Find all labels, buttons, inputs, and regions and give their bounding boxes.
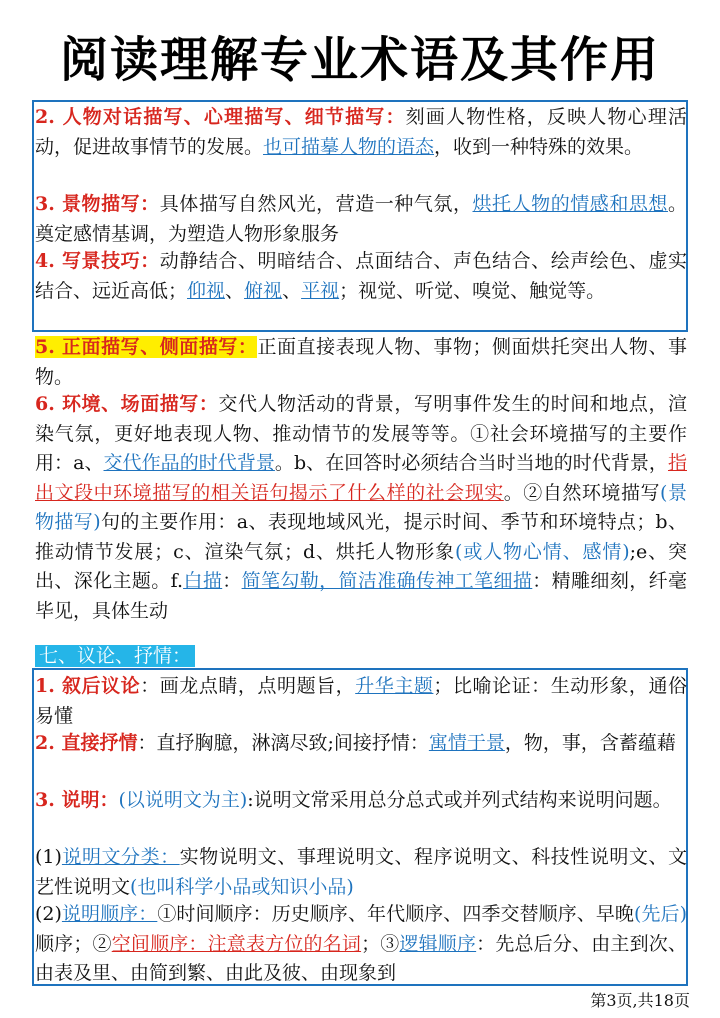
paragraph-2-text-end: ，收到一种特殊的效果。 (434, 135, 644, 158)
paragraph-6-text-7: ：精雕细刻，纤毫毕见，具体生动 (35, 570, 687, 622)
paragraph-q5-underline-2: 逻辑顺序 (399, 932, 477, 955)
paragraph-q4-blue: (也叫科学小品或知识小品) (130, 875, 354, 898)
paragraph-q5-prefix: (2) (35, 903, 62, 925)
section-7-heading-row (35, 642, 687, 672)
paragraph-q4-text: 实物说明文、事理说明文、程序说明文、科技性说明文、文艺性说明文 (35, 846, 687, 898)
paragraph-q2-underline: 寓情于景 (428, 732, 505, 754)
paragraph-4-sep-1: 、 (225, 279, 245, 302)
paragraph-3 (35, 190, 687, 249)
paragraph-4-underline-3: 平视 (301, 279, 340, 302)
paragraph-5-heading: 5. 正面描写、侧面描写： (35, 336, 258, 358)
paragraph-2-heading: 2. 人物对话描写、心理描写、细节描写： (35, 106, 406, 128)
paragraph-q5-text-2: 顺序；② (35, 932, 112, 955)
paragraph-4-underline-1: 仰视 (187, 279, 226, 302)
paragraph-5-text: 正面直接表现人物、事物；侧面烘托突出人物、事物。 (35, 336, 687, 388)
paragraph-4-underline-2: 俯视 (244, 279, 283, 302)
paragraph-q3 (35, 786, 687, 816)
paragraph-q1 (35, 672, 687, 731)
paragraph-2-text: 刻画人物性格，反映人物心理活动，促进故事情节的发展。 (35, 106, 687, 158)
paragraph-3-text-end: 。奠定感情基调，为塑造人物形象服务 (35, 193, 687, 245)
paragraph-q4-prefix: (1) (35, 846, 62, 868)
paragraph-6-red-underline: 指出文段中环境描写的相关语句揭示了什么样的社会现实 (35, 452, 687, 504)
paragraph-q2 (35, 729, 687, 759)
paragraph-q3-text: :说明文常采用总分总式或并列式结构来说明问题。 (247, 789, 672, 811)
paragraph-4-text-end: ；视觉、听觉、嗅觉、触觉等。 (339, 279, 606, 302)
paragraph-q5-underline-1: 说明顺序： (61, 903, 158, 925)
paragraph-q1-text-end: ；比喻论证：生动形象，通俗易懂 (35, 675, 687, 727)
paragraph-q1-underline: 升华主题 (355, 675, 434, 697)
paragraph-6-text-3: 。②自然环境描写 (503, 481, 661, 504)
paragraph-2 (35, 103, 687, 162)
paragraph-6-underline-2: 白描 (183, 570, 223, 592)
paragraph-4-heading: 4. 写景技巧： (35, 250, 160, 272)
paragraph-4-sep-2: 、 (282, 279, 302, 302)
paragraph-q5-text-4: ：先总后分、由主到次、由表及里、由简到繁、由此及彼、由现象到 (35, 932, 687, 984)
paragraph-q4 (35, 843, 687, 902)
paragraph-q1-text: ：画龙点睛，点明题旨， (140, 675, 356, 697)
paragraph-q2-heading: 2. 直接抒情 (35, 732, 138, 754)
paragraph-6-text-5: ;e、突出、深化主题。f. (35, 540, 688, 592)
paragraph-6-blue-2: (或人物心情、感情) (455, 540, 630, 563)
paragraph-q5-red-underline: 空间顺序：注意表方位的名词 (111, 932, 362, 955)
page-number: 第3页,共18页 (590, 991, 690, 1010)
paragraph-4-text: 动静结合、明暗结合、点面结合、声色结合、绘声绘色、虚实结合、远近高低； (35, 250, 687, 302)
paragraph-5 (35, 333, 687, 392)
paragraph-6-underline-3: 简笔勾勒，简洁准确传神工笔细描 (241, 570, 533, 592)
paragraph-6-text-4: 句的主要作用：a、表现地域风光，提示时间、季节和环境特点；b、推动情节发展；c、渲染气氛；d、烘托人物形象 (35, 511, 687, 563)
paragraph-q4-underline: 说明文分类： (61, 846, 180, 868)
paragraph-3-underline: 烘托人物的情感和思想 (472, 193, 668, 215)
paragraph-q5 (35, 900, 687, 989)
paragraph-2-underline: 也可描摹人物的语态 (263, 135, 435, 158)
paragraph-6-underline-1: 交代作品的时代背景 (103, 452, 275, 474)
paragraph-6-text-6: ： (222, 570, 242, 592)
paragraph-q2-text-end: ，物，事，含蓄蕴藉 (504, 732, 676, 754)
paragraph-6-text-2: 。b、在回答时必须结合当时当地的时代背景， (274, 452, 668, 474)
paragraph-q5-text-3: ；③ (361, 932, 400, 955)
paragraph-6-blue-1: (景物描写) (35, 481, 687, 533)
paragraph-q3-heading: 3. 说明： (35, 789, 119, 811)
paragraph-3-heading: 3. 景物描写： (35, 193, 160, 215)
paragraph-q1-heading: 1. 叙后议论 (35, 675, 141, 697)
paragraph-6-text-1: 交代人物活动的背景，写明事件发生的时间和地点，渲染气氛，更好地表现人物、推动情节的发展等等。①社会环境描写的主要作用：a、 (35, 393, 687, 474)
paragraph-q2-text: ：直抒胸臆，淋漓尽致;间接抒情： (137, 732, 429, 754)
paragraph-4 (35, 247, 687, 306)
page-title: 阅读理解专业术语及其作用 (59, 32, 660, 88)
section-7-heading: 七、议论、抒情： (35, 645, 195, 667)
paragraph-q5-blue: (先后) (633, 903, 687, 925)
paragraph-q5-text-1: ①时间顺序：历史顺序、年代顺序、四季交替顺序、早晚 (157, 903, 634, 925)
paragraph-q3-blue: (以说明文为主) (118, 789, 248, 811)
paragraph-6-heading: 6. 环境、场面描写： (35, 393, 219, 415)
paragraph-6 (35, 390, 687, 626)
paragraph-3-text: 具体描写自然风光，营造一种气氛， (159, 193, 473, 215)
